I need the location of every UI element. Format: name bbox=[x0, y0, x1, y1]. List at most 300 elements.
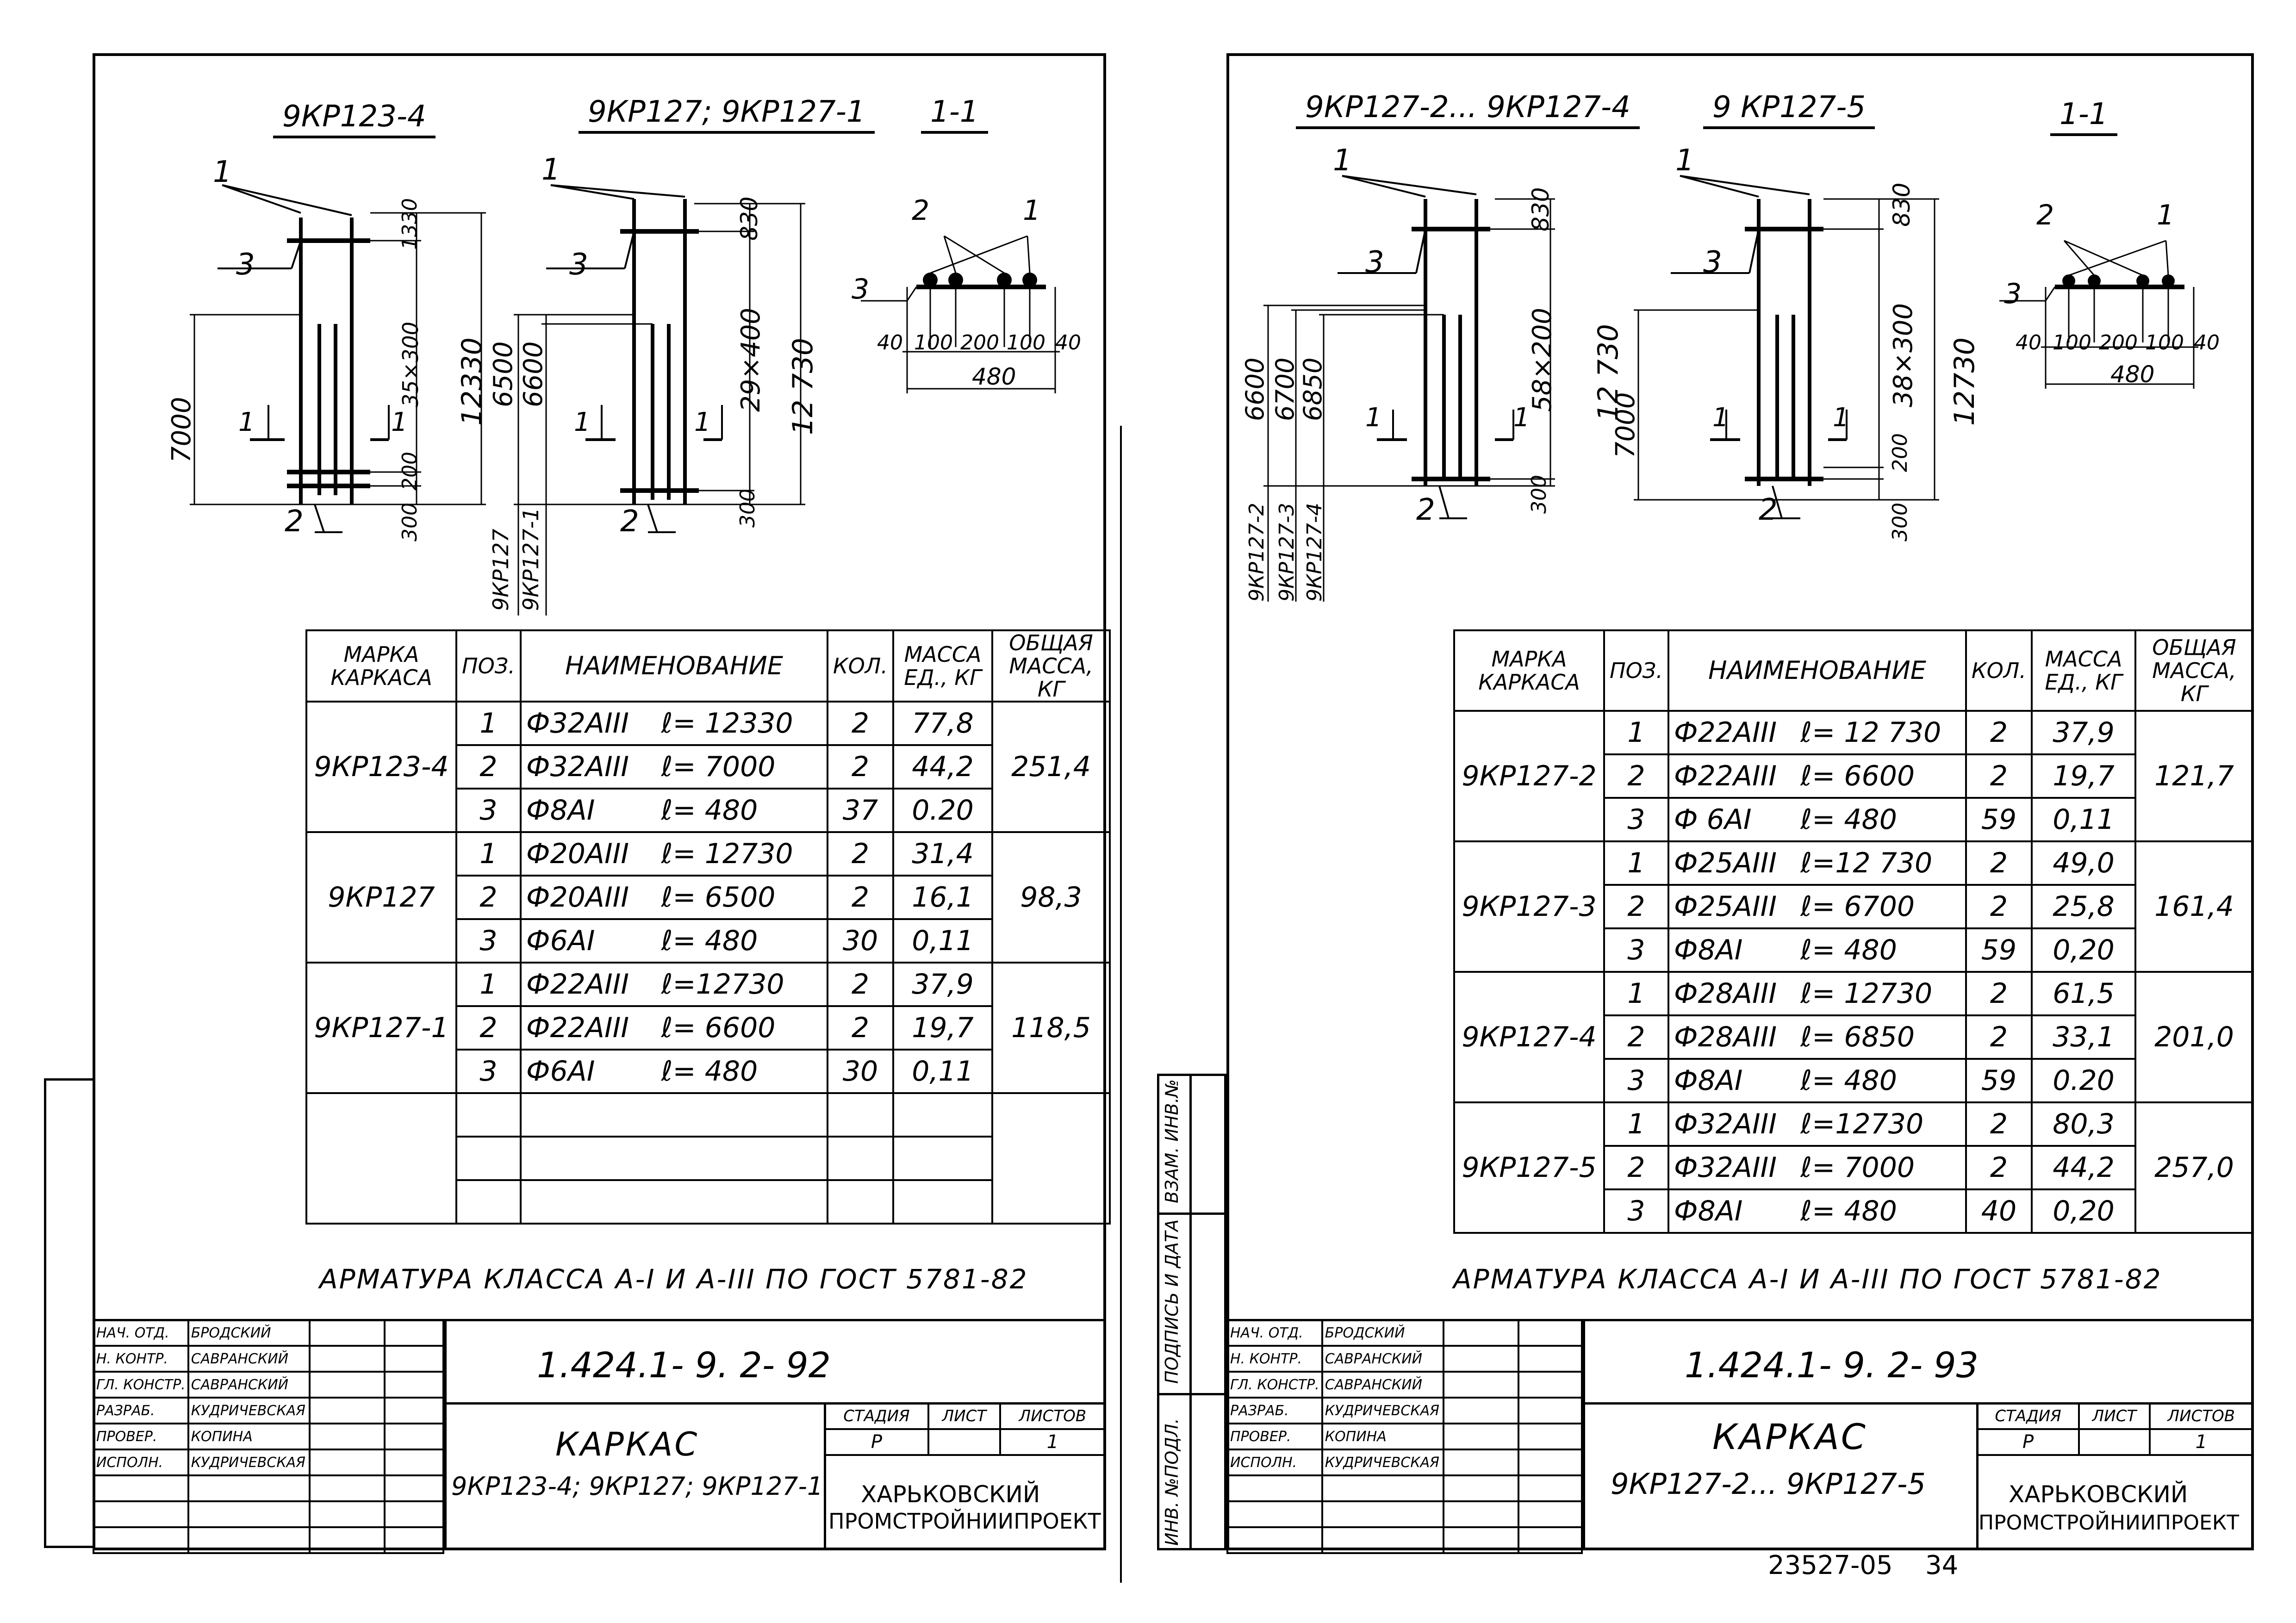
left-sec-dim: 200 bbox=[960, 331, 999, 354]
right-tb-divider bbox=[1583, 1319, 1585, 1550]
page-number: 34 bbox=[1925, 1550, 1959, 1580]
qty-cell: 40 bbox=[1966, 1189, 2032, 1233]
right-sidebar-inv-ref: ВЗАМ. ИНВ.№ bbox=[1162, 1079, 1182, 1203]
signature-row-empty bbox=[1227, 1527, 1582, 1553]
right-a-sec1: 1 bbox=[1365, 403, 1382, 433]
pos-cell: 1 bbox=[456, 702, 521, 745]
right-tb-people bbox=[1226, 1319, 1583, 1554]
name-cell: Ф8АI bbox=[521, 789, 657, 832]
qty-cell: 30 bbox=[828, 919, 893, 963]
length-cell: ℓ= 6500 bbox=[657, 876, 828, 919]
right-sec-p3: 3 bbox=[2004, 278, 2022, 310]
pos-cell: 2 bbox=[1604, 754, 1668, 798]
length-cell: ℓ= 12 730 bbox=[1796, 711, 1966, 754]
qty-cell: 37 bbox=[828, 789, 893, 832]
mass-cell: 0,11 bbox=[893, 919, 992, 963]
right-b-dim-12730: 12730 bbox=[1948, 337, 1981, 426]
signature-row bbox=[93, 1449, 443, 1475]
date-cell bbox=[385, 1346, 443, 1372]
signature-row-empty bbox=[1227, 1475, 1582, 1501]
right-a-dim-6700: 6700 bbox=[1270, 357, 1300, 421]
person-cell: САВРАНСКИЙ bbox=[188, 1346, 310, 1372]
signature-cell bbox=[310, 1424, 385, 1449]
qty-cell: 59 bbox=[1966, 1059, 2032, 1102]
left-a-dim-7000: 7000 bbox=[167, 397, 197, 463]
role-cell: ИСПОЛН. bbox=[93, 1449, 188, 1475]
col-name-header: НАИМЕНОВАНИЕ bbox=[521, 630, 828, 702]
signature-cell bbox=[1444, 1372, 1518, 1398]
left-b-dim-6500: 6500 bbox=[488, 341, 518, 407]
pos-cell: 2 bbox=[456, 1006, 521, 1050]
stage-header: СТАДИЯ bbox=[1977, 1403, 2079, 1429]
pos-cell: 3 bbox=[1604, 1189, 1668, 1233]
name-cell: Ф20АIII bbox=[521, 832, 657, 876]
left-b-mark-2: 9КР127-1 bbox=[518, 507, 543, 611]
left-a-dim-300: 300 bbox=[398, 503, 422, 541]
right-a-dim-300: 300 bbox=[1527, 475, 1551, 514]
col-pos-header: ПОЗ. bbox=[456, 630, 521, 702]
mass-cell: 44,2 bbox=[893, 745, 992, 789]
name-cell: Ф8АI bbox=[1668, 1189, 1796, 1233]
left-title-a: 9КР123-4 bbox=[273, 99, 436, 138]
right-spec-table bbox=[1453, 629, 2254, 1234]
left-note: АРМАТУРА КЛАССА А-I И А-III ПО ГОСТ 5781-82 bbox=[319, 1263, 1028, 1295]
mass-cell: 19,7 bbox=[893, 1006, 992, 1050]
name-cell: Ф22АIII bbox=[1668, 711, 1796, 754]
qty-cell: 2 bbox=[828, 876, 893, 919]
pos-cell: 1 bbox=[1604, 1102, 1668, 1146]
length-cell: ℓ=12730 bbox=[657, 963, 828, 1006]
role-cell: ГЛ. КОНСТР. bbox=[93, 1372, 188, 1398]
right-sec-dim: 100 bbox=[2053, 331, 2091, 354]
table-row bbox=[1454, 1102, 2253, 1146]
role-cell: Н. КОНТР. bbox=[1227, 1346, 1322, 1372]
left-b-dim-300: 300 bbox=[736, 489, 759, 528]
mass-cell: 49,0 bbox=[2032, 841, 2135, 885]
length-cell: ℓ=12730 bbox=[1796, 1102, 1966, 1146]
date-cell bbox=[385, 1449, 443, 1475]
qty-cell: 2 bbox=[828, 832, 893, 876]
col-mass-header: МАССА ЕД., КГ bbox=[893, 630, 992, 702]
role-cell: ПРОВЕР. bbox=[1227, 1424, 1322, 1449]
signature-row bbox=[93, 1320, 443, 1346]
signature-cell bbox=[1444, 1346, 1518, 1372]
left-sec-total: 480 bbox=[972, 363, 1016, 390]
mass-cell: 19,7 bbox=[2032, 754, 2135, 798]
signature-row bbox=[1227, 1424, 1582, 1449]
qty-cell: 2 bbox=[1966, 885, 2032, 928]
length-cell: ℓ= 480 bbox=[1796, 798, 1966, 841]
length-cell: ℓ= 480 bbox=[1796, 928, 1966, 972]
qty-cell: 59 bbox=[1966, 928, 2032, 972]
pos-cell: 3 bbox=[1604, 798, 1668, 841]
pos-cell: 2 bbox=[1604, 885, 1668, 928]
mass-cell: 33,1 bbox=[2032, 1015, 2135, 1059]
length-cell: ℓ= 7000 bbox=[657, 745, 828, 789]
sheet-value bbox=[2079, 1429, 2149, 1455]
total-mass-cell: 201,0 bbox=[2135, 972, 2253, 1102]
sheets-value: 1 bbox=[1000, 1429, 1105, 1455]
pos-cell: 3 bbox=[456, 919, 521, 963]
person-cell: КУДРИЧЕВСКАЯ bbox=[188, 1449, 310, 1475]
date-cell bbox=[385, 1372, 443, 1398]
date-cell bbox=[385, 1398, 443, 1424]
right-sec-total: 480 bbox=[2110, 361, 2155, 388]
qty-cell: 2 bbox=[828, 1006, 893, 1050]
name-cell: Ф32АIII bbox=[521, 702, 657, 745]
total-mass-cell: 98,3 bbox=[992, 832, 1110, 963]
mass-cell: 16,1 bbox=[893, 876, 992, 919]
col-pos-header: ПОЗ. bbox=[1604, 630, 1668, 711]
mass-cell: 77,8 bbox=[893, 702, 992, 745]
right-a-dim-830: 830 bbox=[1527, 187, 1554, 231]
right-tb-code: 1.424.1- 9. 2- 93 bbox=[1685, 1344, 1979, 1386]
person-cell: КУДРИЧЕВСКАЯ bbox=[1322, 1398, 1444, 1424]
mark-cell: 9КР127-4 bbox=[1454, 972, 1604, 1102]
right-sidebar-h bbox=[1157, 1393, 1226, 1395]
role-cell: ИСПОЛН. bbox=[1227, 1449, 1322, 1475]
length-cell: ℓ= 480 bbox=[657, 1050, 828, 1093]
person-cell: КОПИНА bbox=[188, 1424, 310, 1449]
right-sidebar-sign: ПОДПИСЬ И ДАТА bbox=[1162, 1219, 1182, 1384]
person-cell: БРОДСКИЙ bbox=[1322, 1320, 1444, 1346]
total-mass-cell: 251,4 bbox=[992, 702, 1110, 832]
left-title-c: 1-1 bbox=[921, 95, 988, 134]
sheets-header: ЛИСТОВ bbox=[2150, 1403, 2253, 1429]
col-qty-header: КОЛ. bbox=[1966, 630, 2032, 711]
left-sec-dim: 100 bbox=[914, 331, 953, 354]
right-b-pos2: 2 bbox=[1759, 493, 1778, 527]
signature-row bbox=[1227, 1346, 1582, 1372]
sheet-value bbox=[928, 1429, 1000, 1455]
left-sec-dim: 40 bbox=[877, 331, 903, 354]
left-margin-line bbox=[44, 1078, 95, 1081]
left-tb-people bbox=[93, 1319, 444, 1554]
total-mass-cell: 257,0 bbox=[2135, 1102, 2253, 1233]
name-cell: Ф6АI bbox=[521, 1050, 657, 1093]
left-a-dim-1330: 1330 bbox=[398, 198, 422, 250]
qty-cell: 2 bbox=[1966, 972, 2032, 1015]
pos-cell: 1 bbox=[1604, 711, 1668, 754]
left-b-pos3: 3 bbox=[569, 248, 588, 282]
qty-cell: 2 bbox=[1966, 754, 2032, 798]
right-a-sec2: 1 bbox=[1513, 403, 1530, 433]
person-cell: БРОДСКИЙ bbox=[188, 1320, 310, 1346]
table-row bbox=[306, 702, 1110, 745]
qty-cell: 2 bbox=[1966, 1146, 2032, 1189]
signature-cell bbox=[1444, 1424, 1518, 1449]
role-cell: НАЧ. ОТД. bbox=[93, 1320, 188, 1346]
sheet-header: ЛИСТ bbox=[2079, 1403, 2149, 1429]
name-cell: Ф28АIII bbox=[1668, 1015, 1796, 1059]
right-sidebar-inv-orig: ИНВ. №ПОДЛ. bbox=[1162, 1418, 1182, 1546]
mass-cell: 0,11 bbox=[2032, 798, 2135, 841]
mass-cell: 31,4 bbox=[893, 832, 992, 876]
date-cell bbox=[1518, 1320, 1582, 1346]
right-a-dim-12730: 12 730 bbox=[1592, 324, 1624, 421]
stage-value: Р bbox=[825, 1429, 928, 1455]
person-cell: КУДРИЧЕВСКАЯ bbox=[1322, 1449, 1444, 1475]
name-cell: Ф32АIII bbox=[1668, 1102, 1796, 1146]
right-b-sec2: 1 bbox=[1833, 403, 1849, 433]
signature-row-empty bbox=[93, 1475, 443, 1501]
right-b-sec1: 1 bbox=[1712, 403, 1729, 433]
left-margin-line bbox=[44, 1546, 95, 1548]
left-tb-divider bbox=[444, 1319, 447, 1550]
right-b-dim-7000: 7000 bbox=[1611, 392, 1641, 458]
name-cell: Ф32АIII bbox=[1668, 1146, 1796, 1189]
name-cell: Ф22АIII bbox=[521, 963, 657, 1006]
left-b-dim-29x400: 29×400 bbox=[736, 307, 766, 412]
col-total-header: ОБЩАЯ МАССА, КГ bbox=[2135, 630, 2253, 711]
name-cell: Ф 6АI bbox=[1668, 798, 1796, 841]
right-tb-org1: ХАРЬКОВСКИЙ bbox=[2009, 1481, 2188, 1508]
pos-cell: 3 bbox=[456, 1050, 521, 1093]
right-tb-name: КАРКАС bbox=[1712, 1416, 1867, 1457]
right-a-mark-3: 9КР127-4 bbox=[1303, 503, 1326, 602]
name-cell: Ф22АIII bbox=[521, 1006, 657, 1050]
signature-row-empty bbox=[93, 1501, 443, 1527]
right-sec-p2: 2 bbox=[2036, 199, 2054, 231]
mark-cell: 9КР127-5 bbox=[1454, 1102, 1604, 1233]
length-cell: ℓ= 6700 bbox=[1796, 885, 1966, 928]
signature-row bbox=[1227, 1320, 1582, 1346]
right-a-dim-58x200: 58×200 bbox=[1527, 307, 1557, 412]
length-cell: ℓ= 6600 bbox=[657, 1006, 828, 1050]
right-title-b: 9 КР127-5 bbox=[1703, 90, 1875, 129]
date-cell bbox=[385, 1424, 443, 1449]
left-b-sec2: 1 bbox=[694, 407, 711, 437]
length-cell: ℓ= 12330 bbox=[657, 702, 828, 745]
right-title-a: 9КР127-2... 9КР127-4 bbox=[1296, 90, 1640, 129]
date-cell bbox=[1518, 1449, 1582, 1475]
left-b-pos2: 2 bbox=[620, 504, 639, 539]
mass-cell: 37,9 bbox=[2032, 711, 2135, 754]
left-a-dim-12330: 12330 bbox=[456, 337, 488, 426]
name-cell: Ф20АIII bbox=[521, 876, 657, 919]
left-tb-subname: 9КР123-4; 9КР127; 9КР127-1 bbox=[451, 1472, 823, 1501]
right-tb-stage-table bbox=[1976, 1402, 2254, 1456]
right-sec-dim: 40 bbox=[2194, 331, 2220, 354]
left-margin-line bbox=[44, 1078, 46, 1548]
separator-line bbox=[1120, 426, 1122, 1583]
right-tb-subname: 9КР127-2... 9КР127-5 bbox=[1611, 1467, 1926, 1501]
length-cell: ℓ= 12730 bbox=[657, 832, 828, 876]
length-cell: ℓ= 6850 bbox=[1796, 1015, 1966, 1059]
length-cell: ℓ= 7000 bbox=[1796, 1146, 1966, 1189]
table-row bbox=[306, 832, 1110, 876]
col-mass-header: МАССА ЕД., КГ bbox=[2032, 630, 2135, 711]
length-cell: ℓ= 480 bbox=[1796, 1059, 1966, 1102]
name-cell: Ф8АI bbox=[1668, 928, 1796, 972]
sheets-header: ЛИСТОВ bbox=[1000, 1403, 1105, 1429]
left-sec-dim: 100 bbox=[1007, 331, 1045, 354]
table-row bbox=[1454, 711, 2253, 754]
signature-row bbox=[93, 1346, 443, 1372]
right-a-dim-6850: 6850 bbox=[1298, 357, 1327, 421]
role-cell: РАЗРАБ. bbox=[1227, 1398, 1322, 1424]
qty-cell: 2 bbox=[1966, 1102, 2032, 1146]
mass-cell: 80,3 bbox=[2032, 1102, 2135, 1146]
left-b-dim-12730: 12 730 bbox=[787, 338, 819, 435]
length-cell: ℓ= 6600 bbox=[1796, 754, 1966, 798]
signature-cell bbox=[310, 1449, 385, 1475]
length-cell: ℓ= 480 bbox=[1796, 1189, 1966, 1233]
signature-row bbox=[93, 1372, 443, 1398]
pos-cell: 3 bbox=[456, 789, 521, 832]
col-qty-header: КОЛ. bbox=[828, 630, 893, 702]
left-a-pos1: 1 bbox=[213, 155, 232, 189]
signature-row-empty bbox=[1227, 1501, 1582, 1527]
right-sec-dim: 200 bbox=[2099, 331, 2138, 354]
signature-row bbox=[93, 1398, 443, 1424]
right-b-dim-830: 830 bbox=[1888, 182, 1915, 227]
mark-cell: 9КР127-3 bbox=[1454, 841, 1604, 972]
mass-cell: 0,20 bbox=[2032, 1189, 2135, 1233]
date-cell bbox=[1518, 1372, 1582, 1398]
name-cell: Ф32АIII bbox=[521, 745, 657, 789]
qty-cell: 2 bbox=[1966, 711, 2032, 754]
signature-cell bbox=[310, 1398, 385, 1424]
signature-cell bbox=[1444, 1398, 1518, 1424]
signature-row bbox=[1227, 1398, 1582, 1424]
left-b-dim-830: 830 bbox=[736, 196, 763, 241]
left-section-1-1 bbox=[833, 194, 1092, 389]
pos-cell: 3 bbox=[1604, 928, 1668, 972]
col-mark-header: МАРКА КАРКАСА bbox=[306, 630, 456, 702]
signature-row bbox=[93, 1424, 443, 1449]
right-a-dim-6600: 6600 bbox=[1240, 357, 1269, 421]
name-cell: Ф25АIII bbox=[1668, 885, 1796, 928]
right-sec-p1: 1 bbox=[2157, 199, 2175, 231]
right-sidebar-h bbox=[1157, 1213, 1226, 1215]
signature-cell bbox=[1444, 1449, 1518, 1475]
table-header-row bbox=[1454, 630, 2253, 711]
role-cell: Н. КОНТР. bbox=[93, 1346, 188, 1372]
name-cell: Ф25АIII bbox=[1668, 841, 1796, 885]
signature-cell bbox=[310, 1346, 385, 1372]
col-total-header: ОБЩАЯ МАССА, КГ bbox=[992, 630, 1110, 702]
pos-cell: 3 bbox=[1604, 1059, 1668, 1102]
left-title-b: 9КР127; 9КР127-1 bbox=[579, 95, 875, 134]
person-cell: КУДРИЧЕВСКАЯ bbox=[188, 1398, 310, 1424]
right-a-pos1: 1 bbox=[1333, 143, 1352, 178]
stage-value: Р bbox=[1977, 1429, 2079, 1455]
name-cell: Ф22АIII bbox=[1668, 754, 1796, 798]
length-cell: ℓ= 12730 bbox=[1796, 972, 1966, 1015]
right-b-pos1: 1 bbox=[1675, 143, 1694, 178]
pos-cell: 2 bbox=[456, 876, 521, 919]
left-a-pos3: 3 bbox=[236, 248, 255, 282]
left-tb-stage-table bbox=[824, 1402, 1106, 1456]
date-cell bbox=[1518, 1424, 1582, 1449]
total-mass-cell: 118,5 bbox=[992, 963, 1110, 1093]
mass-cell: 0,11 bbox=[893, 1050, 992, 1093]
length-cell: ℓ=12 730 bbox=[1796, 841, 1966, 885]
qty-cell: 2 bbox=[828, 702, 893, 745]
right-b-dim-200: 200 bbox=[1888, 433, 1912, 472]
pos-cell: 2 bbox=[1604, 1015, 1668, 1059]
archive-number: 23527-05 bbox=[1768, 1550, 1893, 1580]
right-sec-dim: 100 bbox=[2145, 331, 2184, 354]
pos-cell: 2 bbox=[1604, 1146, 1668, 1189]
col-mark-header: МАРКА КАРКАСА bbox=[1454, 630, 1604, 711]
role-cell: НАЧ. ОТД. bbox=[1227, 1320, 1322, 1346]
right-b-pos3: 3 bbox=[1703, 245, 1722, 280]
name-cell: Ф28АIII bbox=[1668, 972, 1796, 1015]
person-cell: САВРАНСКИЙ bbox=[1322, 1346, 1444, 1372]
right-sec-dim: 40 bbox=[2016, 331, 2041, 354]
left-tb-org1: ХАРЬКОВСКИЙ bbox=[861, 1481, 1040, 1508]
qty-cell: 2 bbox=[1966, 1015, 2032, 1059]
name-cell: Ф6АI bbox=[521, 919, 657, 963]
stage-header: СТАДИЯ bbox=[825, 1403, 928, 1429]
signature-row bbox=[1227, 1449, 1582, 1475]
left-sec-p3: 3 bbox=[852, 273, 870, 305]
qty-cell: 2 bbox=[1966, 841, 2032, 885]
right-b-dim-38x300: 38×300 bbox=[1888, 303, 1918, 407]
pos-cell: 2 bbox=[456, 745, 521, 789]
person-cell: САВРАНСКИЙ bbox=[188, 1372, 310, 1398]
mass-cell: 25,8 bbox=[2032, 885, 2135, 928]
right-tb-org2: ПРОМСТРОЙНИИПРОЕКТ bbox=[1979, 1511, 2239, 1535]
pos-cell: 1 bbox=[1604, 972, 1668, 1015]
left-a-sec2: 1 bbox=[391, 407, 408, 437]
right-a-pos3: 3 bbox=[1365, 245, 1384, 280]
date-cell bbox=[1518, 1346, 1582, 1372]
mass-cell: 44,2 bbox=[2032, 1146, 2135, 1189]
left-sec-p2: 2 bbox=[912, 194, 930, 227]
role-cell: РАЗРАБ. bbox=[93, 1398, 188, 1424]
signature-cell bbox=[310, 1320, 385, 1346]
right-a-mark-2: 9КР127-3 bbox=[1275, 503, 1299, 602]
col-name-header: НАИМЕНОВАНИЕ bbox=[1668, 630, 1966, 711]
left-tb-name: КАРКАС bbox=[555, 1425, 699, 1463]
right-a-pos2: 2 bbox=[1416, 493, 1435, 527]
mass-cell: 0,20 bbox=[2032, 928, 2135, 972]
mark-cell: 9КР123-4 bbox=[306, 702, 456, 832]
table-header-row bbox=[306, 630, 1110, 702]
right-b-dim-300: 300 bbox=[1888, 503, 1912, 541]
signature-row bbox=[1227, 1372, 1582, 1398]
total-mass-cell: 121,7 bbox=[2135, 711, 2253, 841]
mark-cell: 9КР127-1 bbox=[306, 963, 456, 1093]
left-sec-dim: 40 bbox=[1055, 331, 1081, 354]
right-a-mark-1: 9КР127-2 bbox=[1245, 503, 1269, 602]
date-cell bbox=[385, 1320, 443, 1346]
role-cell: ГЛ. КОНСТР. bbox=[1227, 1372, 1322, 1398]
qty-cell: 2 bbox=[828, 745, 893, 789]
sheet-header: ЛИСТ bbox=[928, 1403, 1000, 1429]
left-a-dim-200: 200 bbox=[398, 452, 422, 491]
mark-cell: 9КР127 bbox=[306, 832, 456, 963]
right-note: АРМАТУРА КЛАССА А-I И А-III ПО ГОСТ 5781-82 bbox=[1453, 1263, 2162, 1295]
qty-cell: 2 bbox=[828, 963, 893, 1006]
qty-cell: 30 bbox=[828, 1050, 893, 1093]
signature-cell bbox=[310, 1372, 385, 1398]
table-row bbox=[1454, 972, 2253, 1015]
right-sidebar-div bbox=[1189, 1074, 1192, 1550]
left-b-mark-1: 9КР127 bbox=[488, 529, 513, 611]
qty-cell: 59 bbox=[1966, 798, 2032, 841]
role-cell: ПРОВЕР. bbox=[93, 1424, 188, 1449]
left-a-sec1: 1 bbox=[238, 407, 255, 437]
table-empty-row bbox=[306, 1093, 1110, 1137]
left-spec-table bbox=[305, 629, 1111, 1225]
date-cell bbox=[1518, 1398, 1582, 1424]
table-row bbox=[306, 963, 1110, 1006]
name-cell: Ф8АI bbox=[1668, 1059, 1796, 1102]
